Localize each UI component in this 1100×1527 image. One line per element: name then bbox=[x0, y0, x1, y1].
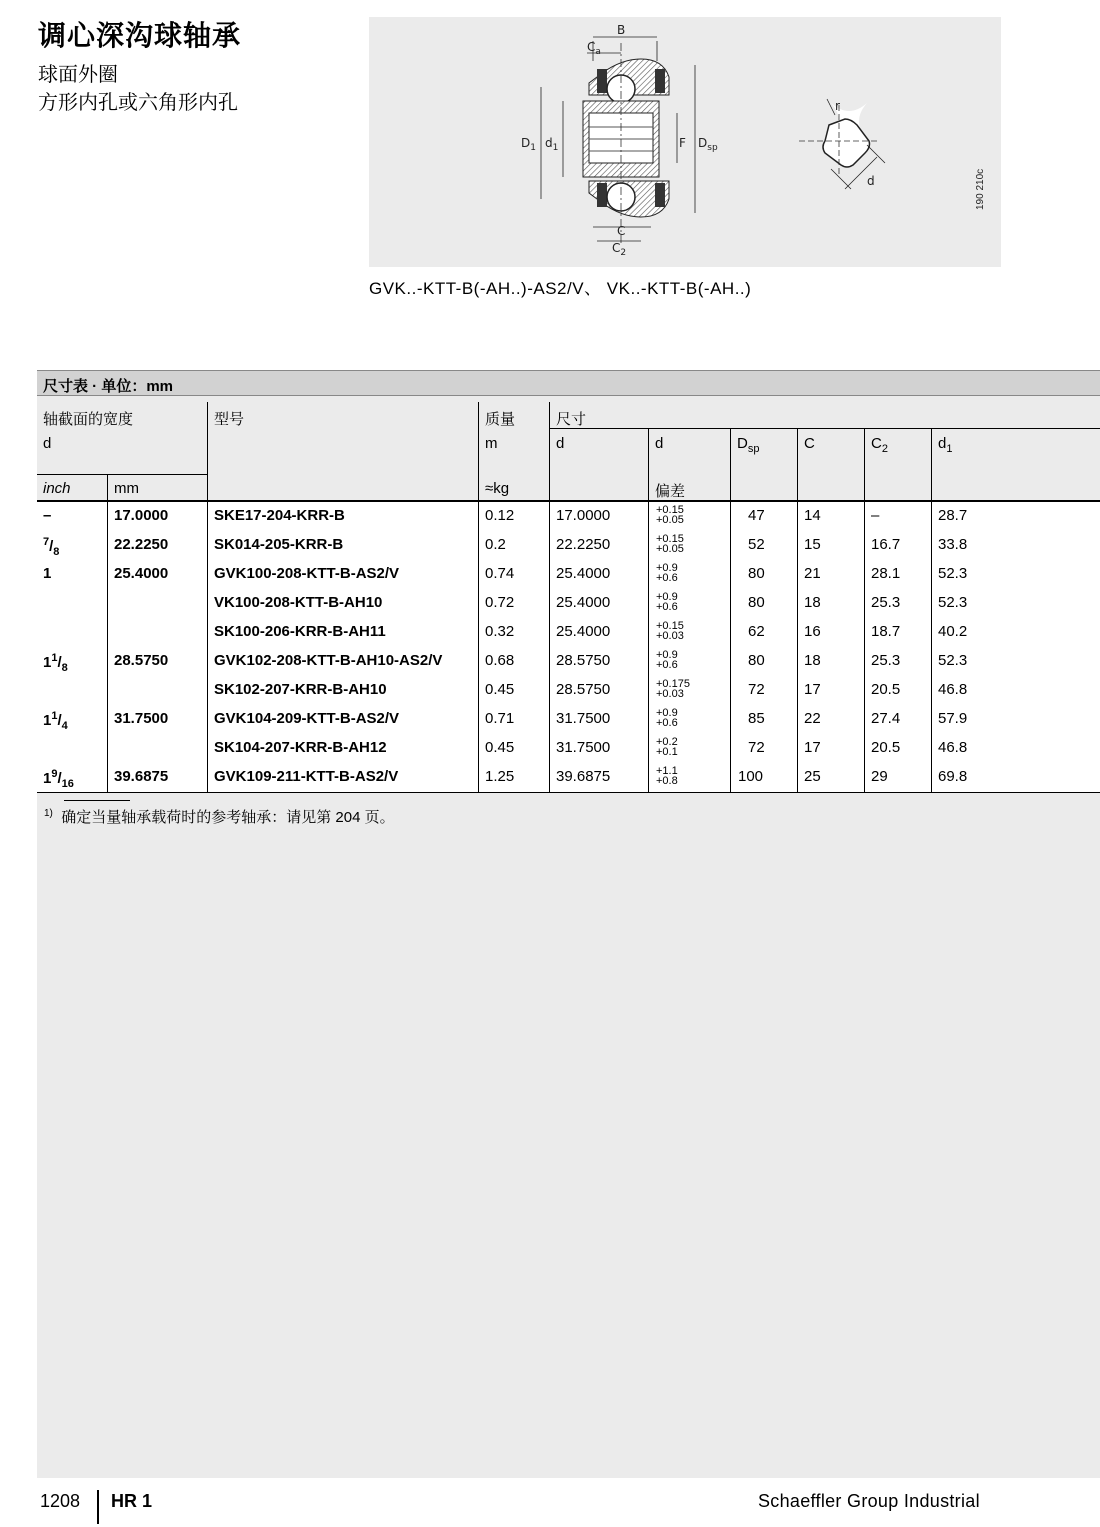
cell-mm: 39.6875 bbox=[114, 768, 169, 785]
subtitle-outer-ring: 球面外圈 bbox=[38, 64, 118, 86]
cell-d: 39.6875 bbox=[556, 768, 611, 785]
cell-mass: 0.74 bbox=[485, 565, 515, 582]
cell-d1: 52.3 bbox=[938, 565, 968, 582]
label-B: B bbox=[617, 23, 626, 37]
svg-text:Dsp: $D_{sp}$ bbox=[698, 136, 718, 153]
col-mass-symbol: m bbox=[485, 435, 498, 452]
cell-c2: – bbox=[871, 507, 880, 524]
col-inch: inch bbox=[43, 480, 71, 497]
cell-d: 31.7500 bbox=[556, 739, 611, 756]
cell-dsp: 80 bbox=[748, 594, 765, 611]
footnote: $^{1)}$ 确定当量轴承载荷时的参考轴承：请见第 204 页。 bbox=[44, 808, 395, 826]
svg-text:D1: $D_1$ bbox=[521, 136, 536, 153]
cell-tolerance: +0.175 +0.03 bbox=[656, 678, 690, 700]
cell-d1: 69.8 bbox=[938, 768, 968, 785]
cell-model: SK014-205-KRR-B bbox=[214, 536, 344, 553]
svg-text:d: d bbox=[867, 174, 875, 188]
table-heading: 尺寸表 · 单位：mm bbox=[43, 378, 174, 395]
cell-mass: 0.71 bbox=[485, 710, 515, 727]
cell-d1: 33.8 bbox=[938, 536, 968, 553]
cell-inch: – bbox=[43, 507, 52, 524]
page-number: 1208 bbox=[40, 1491, 81, 1511]
cell-c2: 28.1 bbox=[871, 565, 901, 582]
cell-dsp: 85 bbox=[748, 710, 765, 727]
cell-c: 18 bbox=[804, 594, 821, 611]
cell-tolerance: +0.15 +0.05 bbox=[656, 533, 684, 555]
cell-c2: 25.3 bbox=[871, 594, 901, 611]
cell-mass: 1.25 bbox=[485, 768, 515, 785]
drawing-id: 190 210c bbox=[975, 168, 986, 210]
col-mass: 质量 bbox=[485, 411, 516, 428]
cell-tolerance: +0.9 +0.6 bbox=[656, 649, 678, 671]
col-c: C bbox=[804, 435, 815, 452]
col-d-tol: d bbox=[655, 435, 664, 452]
col-mass-unit: ≈kg bbox=[485, 480, 510, 497]
cell-tolerance: +0.9 +0.6 bbox=[656, 562, 678, 584]
bearing-drawing bbox=[369, 17, 1001, 267]
svg-text:C2: $C_2$ bbox=[612, 241, 627, 258]
cell-c2: 20.5 bbox=[871, 681, 901, 698]
cell-tolerance: +0.15 +0.03 bbox=[656, 620, 684, 642]
cell-d1: 40.2 bbox=[938, 623, 968, 640]
cell-mass: 0.2 bbox=[485, 536, 506, 553]
cell-tolerance: +0.9 +0.6 bbox=[656, 591, 678, 613]
cell-inch: 1 bbox=[43, 565, 52, 582]
footer-separator bbox=[97, 1490, 99, 1524]
svg-text:r: r bbox=[835, 99, 840, 113]
cell-c2: 27.4 bbox=[871, 710, 901, 727]
cell-c2: 18.7 bbox=[871, 623, 901, 640]
cell-dsp: 100 bbox=[738, 768, 764, 785]
cell-c: 21 bbox=[804, 565, 821, 582]
cell-c2: 16.7 bbox=[871, 536, 901, 553]
cell-c: 16 bbox=[804, 623, 821, 640]
cell-dsp: 80 bbox=[748, 565, 765, 582]
cell-dsp: 47 bbox=[748, 507, 765, 524]
cell-model: SK100-206-KRR-B-AH11 bbox=[214, 623, 386, 640]
cell-inch-fraction: $1^9/_{16}$ bbox=[43, 768, 74, 790]
col-width-title: 轴截面的宽度 bbox=[43, 411, 134, 428]
cell-mass: 0.12 bbox=[485, 507, 515, 524]
cell-d1: 57.9 bbox=[938, 710, 968, 727]
cell-mm: 17.0000 bbox=[114, 507, 169, 524]
cell-inch-fraction: $1^1/_8$ bbox=[43, 652, 68, 674]
cell-mm: 31.7500 bbox=[114, 710, 169, 727]
cell-mm: 25.4000 bbox=[114, 565, 169, 582]
col-model: 型号 bbox=[214, 411, 245, 428]
svg-text:F: F bbox=[679, 136, 686, 150]
col-tol-label: 偏差 bbox=[655, 483, 686, 500]
cell-mass: 0.45 bbox=[485, 739, 515, 756]
col-d: d bbox=[556, 435, 565, 452]
cell-d1: 46.8 bbox=[938, 739, 968, 756]
cell-inch-fraction: $^7/_8$ bbox=[43, 536, 60, 558]
cell-c: 17 bbox=[804, 681, 821, 698]
cell-tolerance: +0.15 +0.05 bbox=[656, 504, 684, 526]
cell-d: 28.5750 bbox=[556, 652, 611, 669]
cell-dsp: 62 bbox=[748, 623, 765, 640]
cell-d: 25.4000 bbox=[556, 623, 611, 640]
cell-c2: 25.3 bbox=[871, 652, 901, 669]
cell-tolerance: +0.2 +0.1 bbox=[656, 736, 678, 758]
cell-d: 22.2250 bbox=[556, 536, 611, 553]
cell-mm: 22.2250 bbox=[114, 536, 169, 553]
page-title: 调心深沟球轴承 bbox=[38, 20, 242, 51]
svg-text:C: C bbox=[617, 224, 626, 238]
cell-c: 14 bbox=[804, 507, 821, 524]
cell-d1: 28.7 bbox=[938, 507, 968, 524]
cell-c: 25 bbox=[804, 768, 821, 785]
cell-d1: 52.3 bbox=[938, 652, 968, 669]
cell-dsp: 72 bbox=[748, 681, 765, 698]
col-dsp: $D_{sp}$ bbox=[737, 435, 760, 455]
cell-d: 31.7500 bbox=[556, 710, 611, 727]
cell-model: GVK104-209-KTT-B-AS2/V bbox=[214, 710, 400, 727]
cell-tolerance: +1.1 +0.8 bbox=[656, 765, 678, 787]
cell-dsp: 80 bbox=[748, 652, 765, 669]
cell-model: VK100-208-KTT-B-AH10 bbox=[214, 594, 383, 611]
col-dims: 尺寸 bbox=[556, 411, 587, 428]
cell-c: 22 bbox=[804, 710, 821, 727]
subtitle-bore-type: 方形内孔或六角形内孔 bbox=[38, 92, 238, 114]
svg-text:Ca: $C_a$ bbox=[587, 40, 601, 57]
cell-tolerance: +0.9 +0.6 bbox=[656, 707, 678, 729]
cell-mass: 0.45 bbox=[485, 681, 515, 698]
cell-c2: 20.5 bbox=[871, 739, 901, 756]
cell-c: 18 bbox=[804, 652, 821, 669]
cell-d: 25.4000 bbox=[556, 594, 611, 611]
cell-mass: 0.32 bbox=[485, 623, 515, 640]
drawing-caption: GVK..-KTT-B(-AH..)-AS2/V、 VK..-KTT-B(-AH..) bbox=[369, 279, 752, 298]
cell-c: 17 bbox=[804, 739, 821, 756]
cell-c: 15 bbox=[804, 536, 821, 553]
cell-model: GVK109-211-KTT-B-AS2/V bbox=[214, 768, 399, 785]
cell-d: 17.0000 bbox=[556, 507, 611, 524]
cell-model: SKE17-204-KRR-B bbox=[214, 507, 345, 524]
cell-dsp: 72 bbox=[748, 739, 765, 756]
cell-mass: 0.72 bbox=[485, 594, 515, 611]
cell-d: 28.5750 bbox=[556, 681, 611, 698]
bearing-cross-section-diagram bbox=[369, 17, 1001, 267]
cell-model: SK102-207-KRR-B-AH10 bbox=[214, 681, 387, 698]
cell-mass: 0.68 bbox=[485, 652, 515, 669]
cell-d1: 52.3 bbox=[938, 594, 968, 611]
cell-mm: 28.5750 bbox=[114, 652, 169, 669]
company-name: Schaeffler Group Industrial bbox=[758, 1491, 980, 1511]
svg-text:d1: $d_1$ bbox=[545, 136, 559, 153]
cell-inch-fraction: $1^1/_4$ bbox=[43, 710, 68, 732]
cell-model: GVK102-208-KTT-B-AH10-AS2/V bbox=[214, 652, 443, 669]
cell-d1: 46.8 bbox=[938, 681, 968, 698]
col-d1: $d_1$ bbox=[938, 435, 953, 455]
cell-d: 25.4000 bbox=[556, 565, 611, 582]
cell-model: SK104-207-KRR-B-AH12 bbox=[214, 739, 387, 756]
cell-dsp: 52 bbox=[748, 536, 765, 553]
table-heading-bar bbox=[37, 370, 1100, 396]
col-c2: $C_2$ bbox=[871, 435, 888, 455]
col-mm: mm bbox=[114, 480, 139, 497]
section-label: HR 1 bbox=[111, 1491, 153, 1511]
col-width-symbol: d bbox=[43, 435, 52, 452]
cell-c2: 29 bbox=[871, 768, 888, 785]
cell-model: GVK100-208-KTT-B-AS2/V bbox=[214, 565, 400, 582]
